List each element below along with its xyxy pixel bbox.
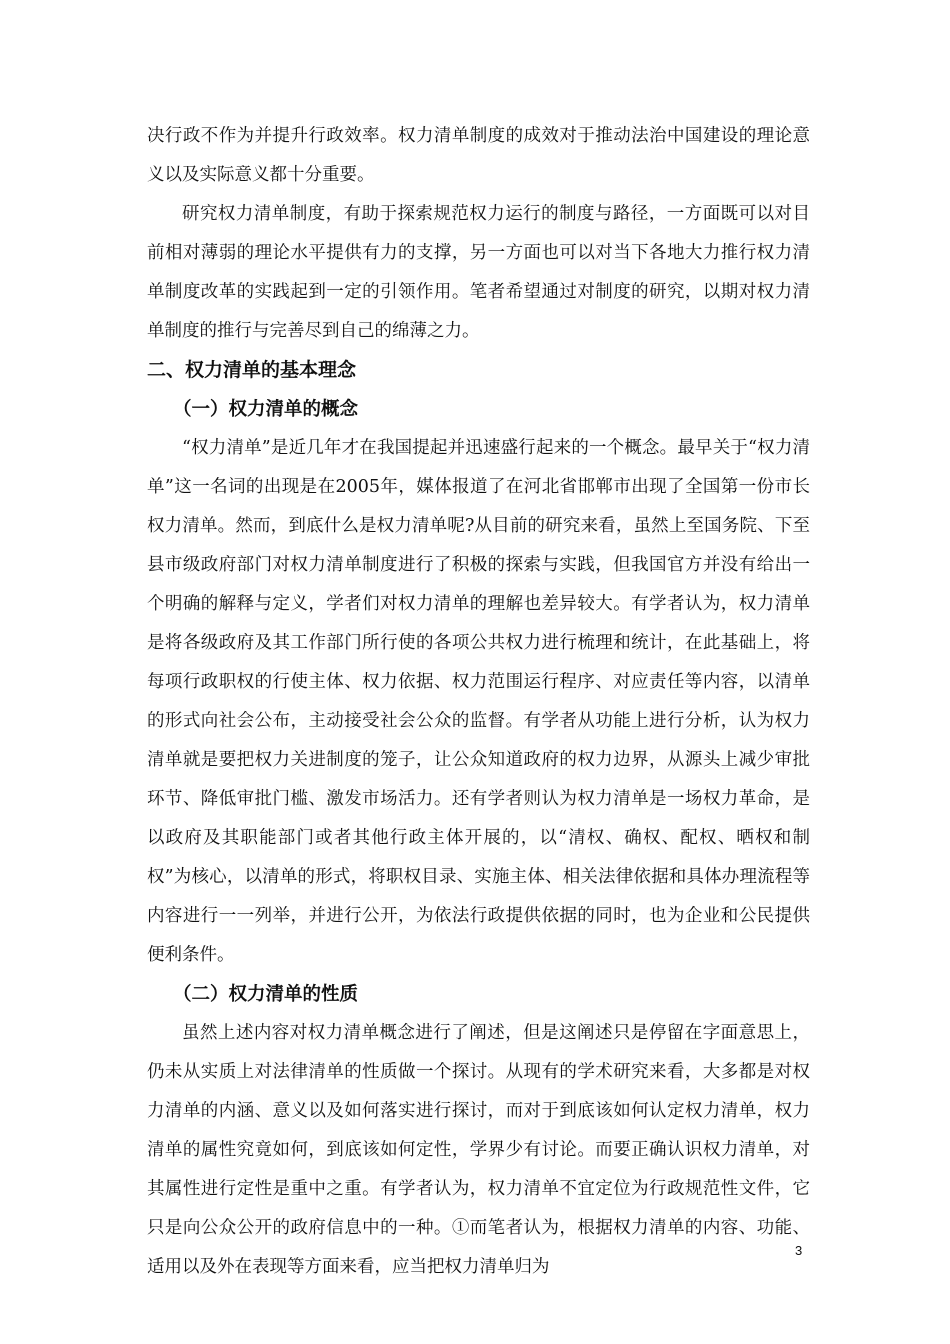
body-paragraph: “权力清单”是近几年才在我国提起并迅速盛行起来的一个概念。最早关于“权力清单”这一名词的出现是在2005年，媒体报道了在河北省邯郸市出现了全国第一份市长权力清单。然而，到底什么是权力清单呢?从目前的研究来看，虽然上至国务院、下至县市级政府部门对权力清单制度进行了积极的探索与实践，但我国官方并没有给出一个明确的解释与定义，学者们对权力清单的理解也差异较大。有学者认为，权力清单是将各级政府及其工作部门所行使的各项公共权力进行梳理和统计，在此基础上，将每项行政职权的行使主体、权力依据、权力范围运行程序、对应责任等内容，以清单的形式向社会公布，主动接受社会公众的监督。有学者从功能上进行分析，认为权力清单就是要把权力关进制度的笼子，让公众知道政府的权力边界，从源头上减少审批环节、降低审批门槛、激发市场活力。还有学者则认为权力清单是一场权力革命，是以政府及其职能部门或者其他行政主体开展的，以“清权、确权、配权、晒权和制权”为核心，以清单的形式，将职权目录、实施主体、相关法律依据和具体办理流程等内容进行一一列举，并进行公开，为依法行政提供依据的同时，也为企业和公民提供便利条件。 xyxy=(147,438,810,965)
page-number: 3 xyxy=(795,1243,803,1258)
document-page xyxy=(147,117,810,1287)
subsection-heading: （二）权力清单的性质 xyxy=(173,984,359,1005)
section-heading: 二、权力清单的基本理念 xyxy=(147,359,357,381)
body-paragraph: 虽然上述内容对权力清单概念进行了阐述，但是这阐述只是停留在字面意思上，仍未从实质上对法律清单的性质做一个探讨。从现有的学术研究来看，大多都是对权力清单的内涵、意义以及如何落实进行探讨，而对于到底该如何认定权力清单，权力清单的属性究竟如何，到底该如何定性，学界少有讨论。而要正确认识权力清单，对其属性进行定性是重中之重。有学者认为，权力清单不宜定位为行政规范性文件，它只是向公众公开的政府信息中的一种。①而笔者认为，根据权力清单的内容、功能、适用以及外在表现等方面来看，应当把权力清单归为 xyxy=(147,1023,810,1277)
body-paragraph: 研究权力清单制度，有助于探索规范权力运行的制度与路径，一方面既可以对目前相对薄弱的理论水平提供有力的支撑，另一方面也可以对当下各地大力推行权力清单制度改革的实践起到一定的引领作用。笔者希望通过对制度的研究，以期对权力清单制度的推行与完善尽到自己的绵薄之力。 xyxy=(147,204,810,341)
body-paragraph: 决行政不作为并提升行政效率。权力清单制度的成效对于推动法治中国建设的理论意义以及实际意义都十分重要。 xyxy=(147,126,810,185)
subsection-heading: （一）权力清单的概念 xyxy=(173,399,359,420)
